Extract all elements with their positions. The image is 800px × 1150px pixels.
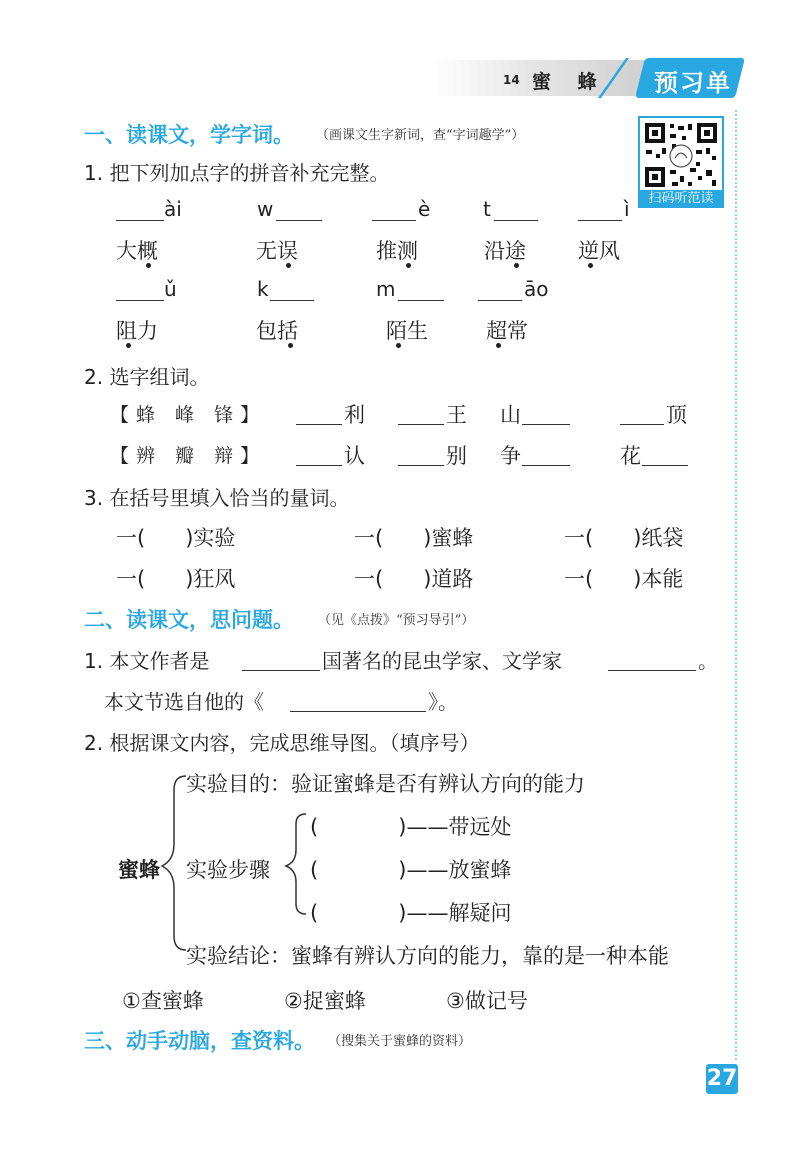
word-char: 利 — [344, 403, 365, 427]
qr-code-icon[interactable] — [638, 116, 724, 194]
preview-badge: 预习单 — [654, 69, 732, 97]
measure-word-item[interactable]: 一( )狂风 — [116, 567, 236, 591]
vocab-word: 阻力 — [116, 319, 158, 343]
char-group-1: 【蜂 峰 锋】 — [110, 404, 267, 426]
emphasis-dot — [588, 263, 593, 268]
page-number: 27 — [706, 1064, 738, 1094]
word-char: 别 — [446, 444, 467, 468]
emphasis-dot — [396, 343, 401, 348]
section1-note: （画课文生字新词，查“字词趣学”） — [316, 128, 525, 143]
emphasis-dot — [514, 263, 519, 268]
emphasis-dot — [406, 263, 411, 268]
measure-word-item[interactable]: 一( )本能 — [564, 567, 684, 591]
vocab-word: 推测 — [376, 239, 418, 263]
section3-title: 三、动手动脑，查资料。 — [84, 1029, 315, 1053]
s2q1-line2-b: 》。 — [428, 690, 458, 714]
pinyin-hint: è — [418, 197, 431, 221]
mindmap-root: 蜜蜂 — [118, 858, 160, 882]
vocab-word: 包括 — [256, 319, 298, 343]
mindmap-option: ③做记号 — [446, 989, 528, 1013]
s2q1-line1-a: 1. 本文作者是 — [84, 649, 210, 673]
mindmap-step[interactable]: ( )——放蜜蜂 — [310, 858, 512, 882]
word-blank[interactable] — [620, 424, 664, 425]
section3-note: （搜集关于蜜蜂的资料） — [328, 1034, 472, 1049]
measure-word-item[interactable]: 一( )纸袋 — [564, 526, 684, 550]
measure-word-item[interactable]: 一( )道路 — [354, 567, 474, 591]
char-group-2: 【辨 瓣 辩】 — [110, 445, 267, 467]
mindmap-purpose: 实验目的：验证蜜蜂是否有辨认方向的能力 — [186, 772, 585, 796]
word-blank[interactable] — [642, 465, 688, 466]
pinyin-blank[interactable] — [116, 300, 164, 301]
vocab-word: 超常 — [486, 319, 528, 343]
qr-caption: 扫码听范读 — [638, 190, 724, 208]
lesson-title: 蜜 蜂 — [532, 71, 607, 93]
pinyin-blank[interactable] — [478, 300, 522, 301]
pinyin-hint: m — [376, 277, 396, 301]
word-blank[interactable] — [522, 465, 570, 466]
mindmap-option: ①查蜜蜂 — [122, 989, 204, 1013]
s2q1-line1-b: 国著名的昆虫学家、文学家 — [322, 649, 562, 673]
mindmap-steps-label: 实验步骤 — [186, 858, 270, 882]
lesson-number: 14 — [503, 73, 520, 87]
section1-title: 一、读课文，学字词。 — [84, 123, 294, 147]
word-char: 王 — [446, 403, 467, 427]
word-char: 顶 — [666, 403, 687, 427]
measure-word-item[interactable]: 一( )蜜蜂 — [354, 526, 474, 550]
emphasis-dot — [126, 343, 131, 348]
author-country-blank[interactable] — [242, 670, 320, 671]
q1-label: 1. 把下列加点字的拼音补充完整。 — [84, 161, 390, 185]
emphasis-dot — [286, 263, 291, 268]
mindmap-conclusion: 实验结论：蜜蜂有辨认方向的能力，靠的是一种本能 — [186, 944, 669, 968]
emphasis-dot — [496, 343, 501, 348]
pinyin-hint: k — [257, 277, 269, 301]
word-blank[interactable] — [398, 465, 444, 466]
margin-dotted-line — [735, 110, 737, 1060]
q2-label: 2. 选字组词。 — [84, 365, 210, 389]
word-blank[interactable] — [522, 424, 570, 425]
pinyin-hint: ǔ — [164, 277, 177, 301]
word-blank[interactable] — [398, 424, 444, 425]
book-title-blank[interactable] — [290, 711, 426, 712]
section2-note: （见《点拨》“预习导引”） — [318, 613, 475, 628]
q3-label: 3. 在括号里填入恰当的量词。 — [84, 486, 350, 510]
vocab-word: 无误 — [256, 239, 298, 263]
pinyin-blank[interactable] — [494, 220, 538, 221]
word-char: 山 — [500, 403, 521, 427]
mindmap-step[interactable]: ( )——解疑问 — [310, 901, 512, 925]
word-char: 认 — [344, 444, 365, 468]
vocab-word: 陌生 — [386, 319, 428, 343]
word-blank[interactable] — [296, 424, 342, 425]
vocab-word: 大概 — [116, 239, 158, 263]
pinyin-blank[interactable] — [270, 300, 314, 301]
pinyin-blank[interactable] — [372, 220, 416, 221]
pinyin-hint: āo — [524, 277, 549, 301]
pinyin-hint: ài — [164, 197, 182, 221]
s2q2-label: 2. 根据课文内容，完成思维导图。（填序号） — [84, 731, 480, 755]
emphasis-dot — [288, 343, 293, 348]
measure-word-item[interactable]: 一( )实验 — [116, 526, 236, 550]
section2-title: 二、读课文，思问题。 — [84, 608, 294, 632]
s2q1-line1-c: 。 — [698, 649, 718, 673]
pinyin-blank[interactable] — [578, 220, 622, 221]
author-name-blank[interactable] — [608, 670, 696, 671]
pinyin-blank[interactable] — [398, 300, 444, 301]
pinyin-hint: w — [257, 197, 274, 221]
mindmap-step[interactable]: ( )——带远处 — [310, 815, 512, 839]
mindmap-option: ②捉蜜蜂 — [284, 989, 366, 1013]
pinyin-hint: t — [483, 197, 491, 221]
vocab-word: 逆风 — [578, 239, 620, 263]
emphasis-dot — [146, 263, 151, 268]
word-char: 争 — [500, 444, 521, 468]
vocab-word: 沿途 — [484, 239, 526, 263]
word-char: 花 — [620, 444, 641, 468]
pinyin-hint: ì — [624, 197, 630, 221]
pinyin-blank[interactable] — [116, 220, 164, 221]
s2q1-line2-a: 本文节选自他的《 — [104, 690, 264, 714]
pinyin-blank[interactable] — [276, 220, 322, 221]
word-blank[interactable] — [296, 465, 342, 466]
